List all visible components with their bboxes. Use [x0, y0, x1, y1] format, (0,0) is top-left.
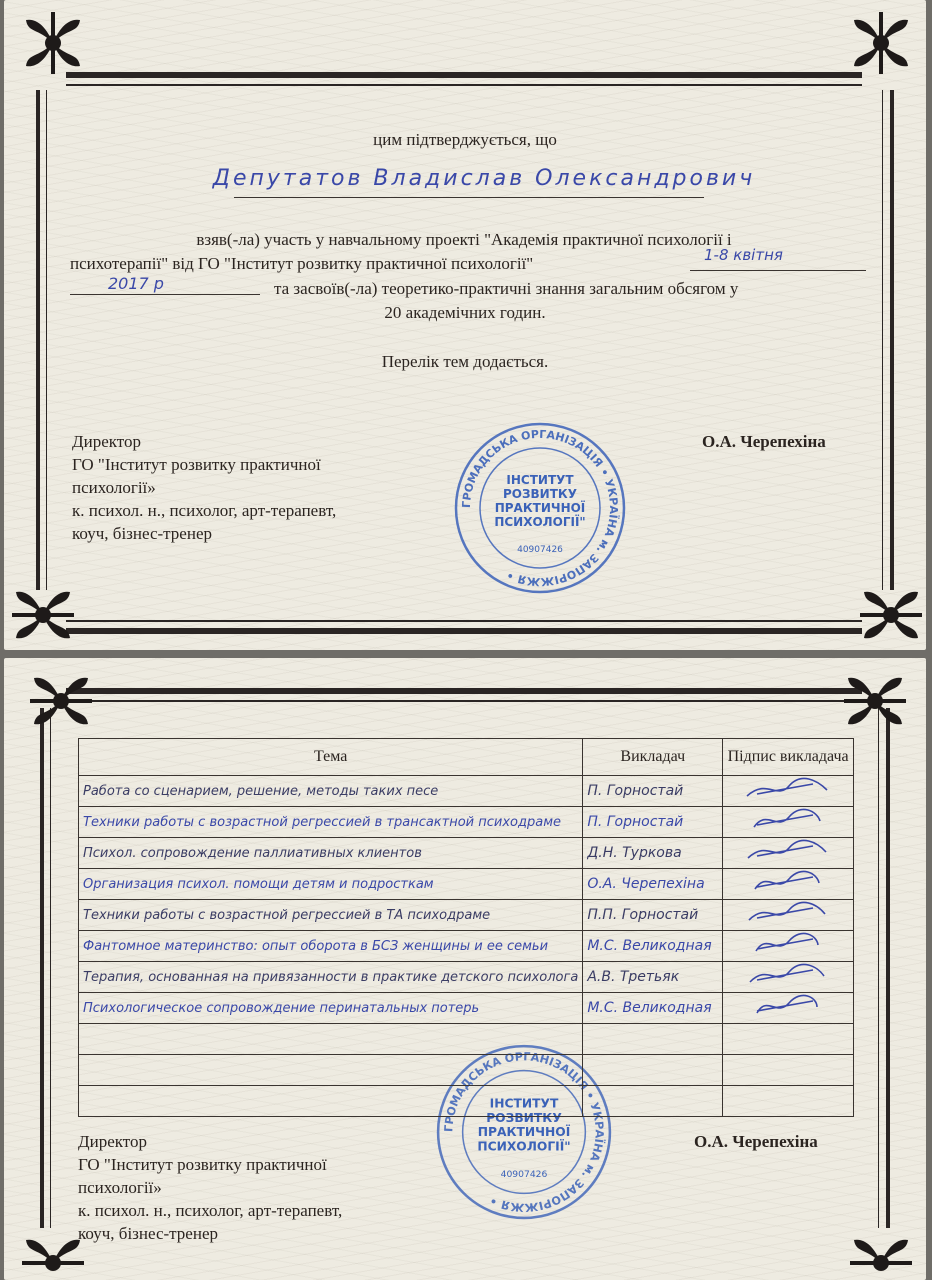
- frame-bottom: [66, 628, 862, 634]
- director-degree: к. психол. н., психолог, арт-терапевт,: [78, 1201, 343, 1220]
- table-row: [79, 776, 854, 807]
- table-row: [79, 993, 854, 1024]
- certificate-body-line3: та засвоїв(-ла) теоретико-практичні знання загальним обсягом у: [274, 279, 739, 298]
- teacher-cell: П.П. Горностай: [583, 900, 723, 931]
- director-org: ГО "Інститут розвитку практичної: [78, 1155, 327, 1174]
- frame-bottom-thin: [66, 620, 862, 622]
- director-block-2: [78, 1130, 342, 1245]
- signature-cell: [723, 869, 854, 900]
- topic-cell: [79, 1024, 583, 1055]
- course-dates: 1-8 квітня: [704, 246, 783, 264]
- header-topic: Тема: [79, 739, 583, 776]
- floral-corner-icon: [18, 8, 88, 78]
- floral-corner-icon: [846, 8, 916, 78]
- handwritten-signature: [727, 776, 847, 802]
- floral-corner-icon: [840, 666, 910, 736]
- table-row: [79, 931, 854, 962]
- frame-left: [36, 90, 40, 590]
- director-signature-name: О.А. Черепехіна: [702, 432, 826, 451]
- signature-cell: [723, 1055, 854, 1086]
- topic-cell: Терапия, основанная на привязанности в практике детского психолога: [79, 962, 583, 993]
- frame-top: [66, 688, 862, 694]
- frame-top-thin: [66, 700, 862, 702]
- signature-cell: [723, 962, 854, 993]
- director-block: [72, 430, 336, 545]
- topic-cell: [79, 1086, 583, 1117]
- director-signature-name: О.А. Черепехіна: [694, 1132, 818, 1151]
- stamp-ring-text: ГРОМАДСЬКА ОРГАНІЗАЦІЯ • УКРАЇНА м. ЗАПОРІЖЖЯ •: [459, 427, 621, 589]
- handwritten-signature: [727, 931, 847, 957]
- handwritten-signature: [727, 993, 847, 1019]
- recipient-name: Депутатов Владислав Олександрович: [212, 166, 756, 191]
- certificate-page: [4, 0, 926, 650]
- stamp-code: 40907426: [517, 545, 563, 555]
- signature-cell: [723, 807, 854, 838]
- teacher-cell: [583, 1055, 723, 1086]
- frame-right: [886, 708, 890, 1228]
- stamp-line1: ІНСТИТУТ: [489, 1096, 559, 1111]
- certificate-intro: цим підтверджується, що: [373, 130, 557, 149]
- stamp-code: 40907426: [500, 1169, 548, 1180]
- certificate-body-line4: 20 академічних годин.: [384, 303, 546, 322]
- frame-top-thin: [66, 84, 862, 86]
- handwritten-signature: [727, 838, 847, 864]
- stamp-line2: РОЗВИТКУ: [503, 487, 577, 501]
- header-signature: Підпис викладача: [723, 739, 854, 776]
- signature-cell: [723, 838, 854, 869]
- year-underline: [70, 294, 260, 295]
- table-row: [79, 869, 854, 900]
- signature-cell: [723, 993, 854, 1024]
- date-underline: [690, 270, 866, 271]
- topics-note: Перелік тем додається.: [381, 352, 549, 371]
- table-row: [79, 900, 854, 931]
- certificate-body-line2: психотерапії" від ГО "Інститут розвитку практичної психології": [70, 254, 534, 273]
- topic-cell: Работа со сценарием, решение, методы таких песе: [79, 776, 583, 807]
- frame-right-thin: [878, 708, 879, 1228]
- topic-cell: Психологическое сопровождение перинатальных потерь: [79, 993, 583, 1024]
- certificate-body-line1: взяв(-ла) участь у навчальному проекті "Академія практичної психології і: [196, 230, 732, 249]
- stamp-ring-text: ГРОМАДСЬКА ОРГАНІЗАЦІЯ • УКРАЇНА м. ЗАПОРІЖЖЯ •: [442, 1050, 606, 1214]
- director-roles: коуч, бізнес-тренер: [72, 524, 212, 543]
- director-org-cont: психології»: [78, 1178, 162, 1197]
- director-title: Директор: [78, 1132, 147, 1151]
- frame-left-thin: [50, 708, 51, 1228]
- frame-right-thin: [882, 90, 883, 590]
- table-row: [79, 838, 854, 869]
- signature-cell: [723, 1024, 854, 1055]
- topic-cell: Психол. сопровождение паллиативных клиентов: [79, 838, 583, 869]
- header-teacher: Викладач: [583, 739, 723, 776]
- frame-left-thin: [46, 90, 47, 590]
- director-roles: коуч, бізнес-тренер: [78, 1224, 218, 1243]
- table-row: [79, 1024, 854, 1055]
- teacher-cell: Д.Н. Туркова: [583, 838, 723, 869]
- teacher-cell: П. Горностай: [583, 807, 723, 838]
- name-underline: [234, 197, 704, 198]
- signature-cell: [723, 776, 854, 807]
- handwritten-signature: [727, 807, 847, 833]
- floral-corner-icon: [8, 580, 78, 650]
- organization-stamp: [452, 420, 628, 596]
- table-row: [79, 962, 854, 993]
- teacher-cell: О.А. Черепехіна: [583, 869, 723, 900]
- floral-corner-icon: [856, 580, 926, 650]
- teacher-cell: А.В. Третьяк: [583, 962, 723, 993]
- frame-left: [40, 708, 44, 1228]
- handwritten-signature: [727, 869, 847, 895]
- stamp-line4: ПСИХОЛОГІЇ": [477, 1139, 571, 1154]
- topic-cell: Фантомное материнство: опыт оборота в БСЗ женщины и ее семьи: [79, 931, 583, 962]
- teacher-cell: М.С. Великодная: [583, 993, 723, 1024]
- topic-cell: Техники работы с возрастной регрессией в трансактной психодраме: [79, 807, 583, 838]
- signature-cell: [723, 1086, 854, 1117]
- signature-cell: [723, 931, 854, 962]
- floral-corner-icon: [26, 666, 96, 736]
- handwritten-signature: [727, 962, 847, 988]
- table-row: [79, 1086, 854, 1117]
- topics-body: [79, 776, 854, 1117]
- topics-table: [78, 738, 854, 1117]
- table-header-row: [79, 739, 854, 776]
- teacher-cell: П. Горностай: [583, 776, 723, 807]
- teacher-cell: [583, 1024, 723, 1055]
- topic-cell: [79, 1055, 583, 1086]
- stamp-line3: ПРАКТИЧНОЇ: [477, 1125, 571, 1140]
- stamp-line4: ПСИХОЛОГІЇ": [494, 515, 586, 529]
- director-degree: к. психол. н., психолог, арт-терапевт,: [72, 501, 337, 520]
- director-title: Директор: [72, 432, 141, 451]
- stamp-line1: ІНСТИТУТ: [506, 473, 574, 487]
- frame-top: [66, 72, 862, 78]
- floral-corner-icon: [846, 1228, 916, 1280]
- frame-right: [890, 90, 894, 590]
- table-row: [79, 1055, 854, 1086]
- teacher-cell: [583, 1086, 723, 1117]
- teacher-cell: М.С. Великодная: [583, 931, 723, 962]
- handwritten-signature: [727, 900, 847, 926]
- stamp-line3: ПРАКТИЧНОЇ: [494, 501, 586, 515]
- table-row: [79, 807, 854, 838]
- signature-cell: [723, 900, 854, 931]
- course-year: 2017 р: [108, 274, 164, 293]
- topic-cell: Организация психол. помощи детям и подросткам: [79, 869, 583, 900]
- director-org: ГО "Інститут розвитку практичної: [72, 455, 321, 474]
- stamp-line2: РОЗВИТКУ: [486, 1110, 562, 1125]
- director-org-cont: психології»: [72, 478, 156, 497]
- topic-cell: Техники работы с возрастной регрессией в ТА психодраме: [79, 900, 583, 931]
